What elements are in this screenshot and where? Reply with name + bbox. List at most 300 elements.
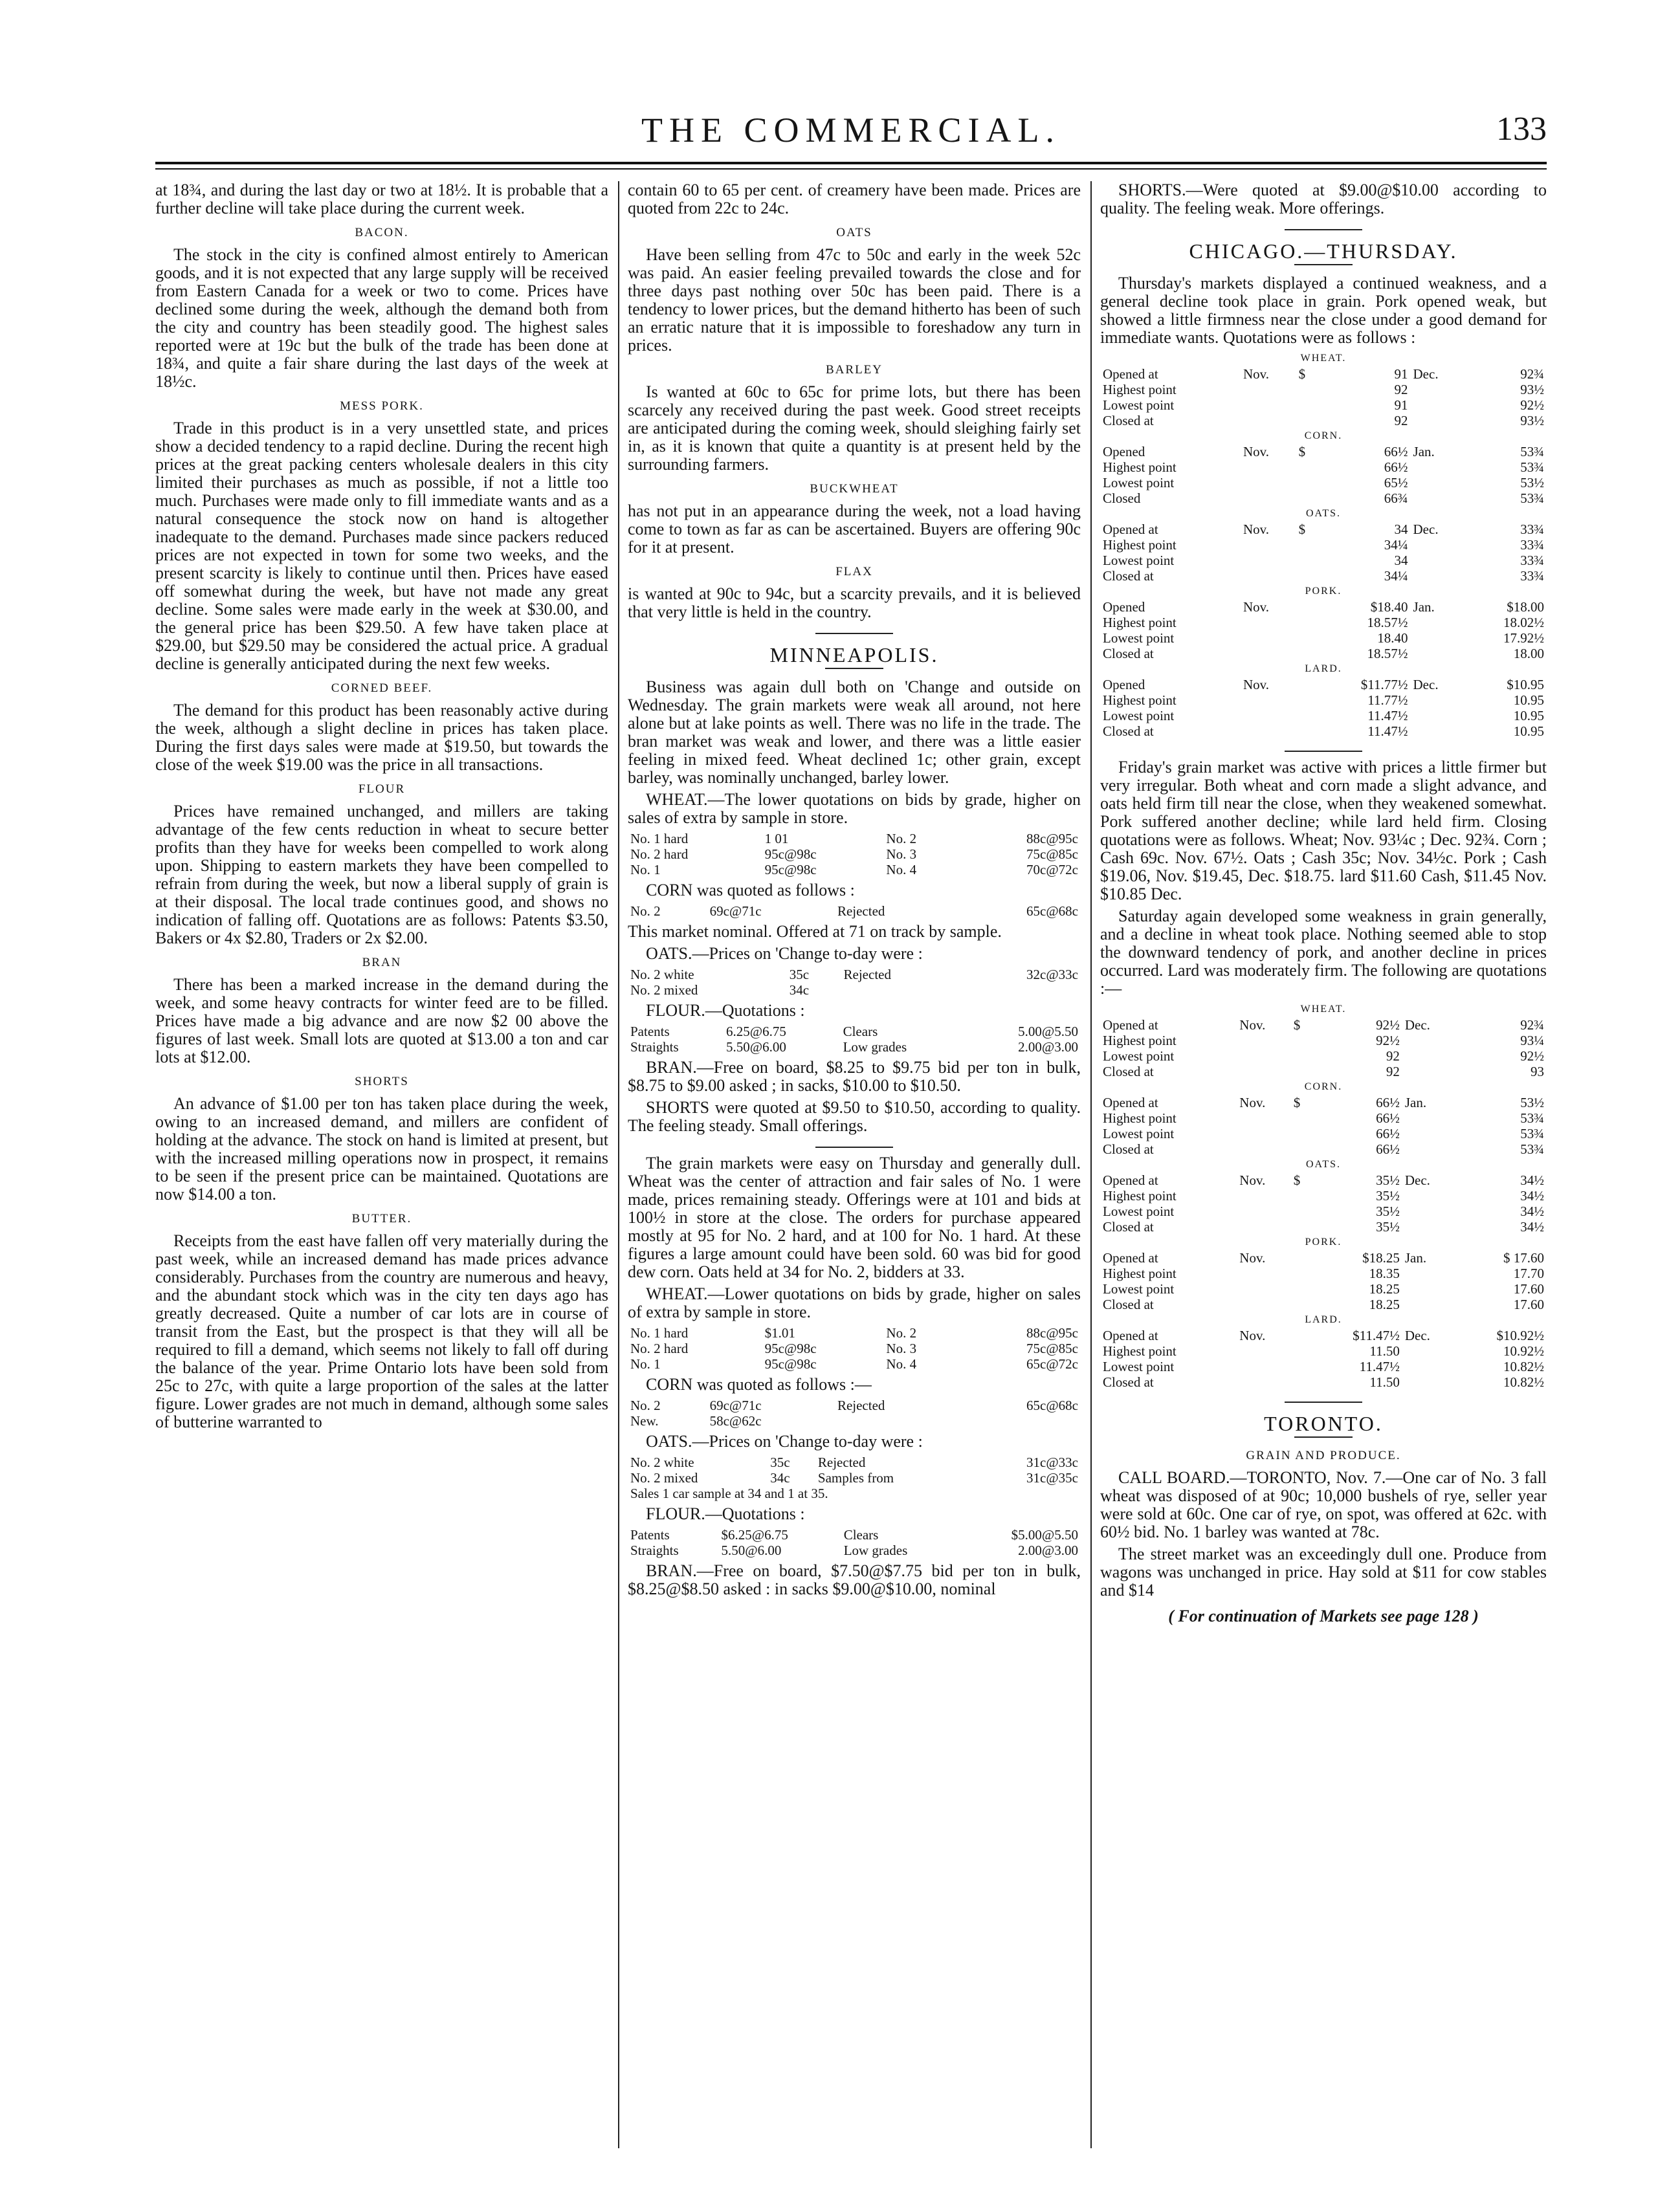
- table-cell: 88c@95c: [1026, 1325, 1078, 1341]
- section-heading-bran: BRAN: [362, 956, 402, 969]
- table-cell: 34: [1394, 553, 1408, 568]
- table-section-heading: WHEAT.: [1300, 1004, 1347, 1015]
- article-paragraph: The demand for this product has been reasonably active during the week, although a slight decline in prices has taken place. During the first days sales were made at $19.50, but towards the close of the week $19.00 was the price in all transactions.: [155, 701, 608, 774]
- table-cell: [1411, 630, 1465, 646]
- article-paragraph: The street market was an exceedingly dull one. Produce from wagons was unchanged in price. Hay sold at $11 for cow stables and $14: [1100, 1545, 1547, 1600]
- table-cell: [1296, 723, 1318, 739]
- section-divider: [1294, 1436, 1353, 1438]
- table-cell: [1402, 1064, 1455, 1079]
- article-paragraph: OATS.—Prices on 'Change to-day were :: [646, 944, 923, 963]
- table-cell: 66¾: [1384, 490, 1408, 506]
- table-cell: 34: [1394, 522, 1408, 537]
- table-cell: Lowest point: [1103, 475, 1175, 490]
- table-cell: Closed at: [1103, 1219, 1154, 1235]
- table-row: [1100, 413, 1547, 428]
- table-note: Sales 1 car sample at 34 and 1 at 35.: [630, 1486, 828, 1501]
- table-cell: [1241, 537, 1296, 553]
- table-cell: 11.47½: [1367, 708, 1408, 723]
- table-cell: [1241, 615, 1296, 630]
- table-cell: [1291, 1064, 1312, 1079]
- table-cell: [1296, 413, 1318, 428]
- table-cell: [1291, 1188, 1312, 1204]
- table-row: [628, 1543, 1081, 1558]
- table-cell: [1241, 568, 1296, 584]
- table-row: [628, 1341, 1081, 1356]
- table-cell: Highest point: [1103, 382, 1177, 397]
- table-row: [628, 1486, 1081, 1501]
- table-cell: Nov.: [1243, 366, 1270, 382]
- table-cell: Highest point: [1103, 1188, 1177, 1204]
- page-title: THE COMMERCIAL.: [641, 111, 1061, 149]
- table-cell: 10.82½: [1503, 1359, 1544, 1374]
- table-section-heading: LARD.: [1305, 1314, 1342, 1325]
- table-cell: [956, 982, 1081, 998]
- table-cell: [1296, 646, 1318, 661]
- table-cell: [1291, 1297, 1312, 1312]
- article-paragraph: Thursday's markets displayed a continued weakness, and a general decline took place in grain. Pork opened weak, but showed a little firmness near the close under a good demand for immediate wants. Quotations were as follows :: [1100, 274, 1547, 347]
- table-cell: [1291, 1359, 1312, 1374]
- table-cell: Closed at: [1103, 568, 1154, 584]
- city-heading-toronto: TORONTO.: [1264, 1412, 1383, 1435]
- table-row: [1100, 459, 1547, 475]
- table-cell: [1411, 553, 1465, 568]
- table-cell: Highest point: [1103, 459, 1177, 475]
- table-cell: Nov.: [1239, 1095, 1266, 1110]
- table-cell: 93: [1531, 1064, 1544, 1079]
- table-cell: 17.70: [1513, 1266, 1544, 1281]
- table-row: [1100, 1204, 1547, 1219]
- table-cell: [1291, 1343, 1312, 1359]
- table-row: [1100, 490, 1547, 506]
- table-cell: [1296, 397, 1318, 413]
- table-cell: Lowest point: [1103, 1359, 1175, 1374]
- table-cell: Opened: [1103, 444, 1145, 459]
- table-cell: [1291, 1141, 1312, 1157]
- table-cell: [1296, 599, 1318, 615]
- table-cell: Opened: [1103, 677, 1145, 692]
- table-cell: [1402, 1110, 1455, 1126]
- table-cell: 5.50@6.00: [726, 1039, 786, 1055]
- table-cell: [1291, 1048, 1312, 1064]
- market-quotations-table: [1100, 351, 1547, 739]
- table-section-row: [1100, 506, 1547, 522]
- table-section-row: [1100, 428, 1547, 444]
- table-row: [1100, 1048, 1547, 1064]
- article-paragraph: Receipts from the east have fallen off very materially during the past week, while an increased demand has made prices advance considerably. Purchases from the country are numerous and heavy, and the abundant stock which was in the city ten days ago has greatly decreased. Quite a number of car lots are in course of transit from the East, but the prospect is that they will all be required to fill a demand, which seems not likely to fall off during the balance of the year. Prime Ontario lots have been sold from 25c to 27c, with quite a large proportion of the sales at the latter figure. Lower grades are not much in demand, although some sales of butterine warranted to: [155, 1231, 608, 1431]
- table-row: [628, 1024, 1081, 1039]
- quote-table-flour: [628, 1527, 1081, 1558]
- table-cell: New.: [630, 1413, 659, 1429]
- table-cell: 66½: [1376, 1126, 1400, 1141]
- table-cell: Jan.: [1413, 599, 1435, 615]
- quote-table-corn: [628, 1398, 1081, 1429]
- table-row: [1100, 1064, 1547, 1079]
- table-cell: 53¾: [1520, 1110, 1544, 1126]
- table-cell: 66½: [1384, 459, 1408, 475]
- table-cell: [1411, 646, 1465, 661]
- table-section-heading: CORN.: [1304, 430, 1343, 441]
- article-paragraph: Prices have remained unchanged, and millers are taking advantage of the few cents reduction in wheat to secure better profits than they have for weeks been compelled to work along upon. Shipping to eastern markets they have been compelled to refrain from during the week, but now a liberal supply of grain is at their disposal. The local trade continues good, and shows no indication of falling off. Quotations are as follows: Patents $3.50, Bakers or 4x $2.80, Traders or 2x $2.00.: [155, 802, 608, 947]
- table-cell: 53¾: [1520, 490, 1544, 506]
- table-section-heading: CORN.: [1304, 1081, 1343, 1092]
- table-cell: $6.25@6.75: [721, 1527, 788, 1543]
- quote-rows: [628, 1024, 1081, 1055]
- table-cell: 35½: [1376, 1188, 1400, 1204]
- article-paragraph: The stock in the city is confined almost entirely to American goods, and it is not expected that any large supply will be received from Eastern Canada for a week or two to come. Prices have declined some during the week, although the demand both from the city and country has been steadily good. The highest sales reported were at 19c but the bulk of the trade has been done at 18¾, and quite a fair share during the last days of the week at 18½c.: [155, 245, 608, 391]
- table-cell: $: [1293, 1017, 1301, 1033]
- section-heading-oats: OATS: [836, 226, 872, 239]
- table-cell: 92½: [1520, 1048, 1544, 1064]
- section-heading-corned-beef: CORNED BEEF.: [331, 681, 433, 695]
- table-cell: No. 2 hard: [630, 846, 689, 862]
- table-cell: $: [1293, 1095, 1301, 1110]
- table-cell: No. 2: [886, 831, 917, 846]
- table-cell: 35c: [789, 967, 810, 982]
- table-cell: 93½: [1520, 413, 1544, 428]
- table-cell: [1296, 708, 1318, 723]
- section-heading-shorts: SHORTS: [355, 1075, 409, 1088]
- table-cell: [1291, 1374, 1312, 1390]
- table-row: [1100, 708, 1547, 723]
- column-3: [1100, 181, 1547, 2148]
- table-cell: Patents: [630, 1024, 670, 1039]
- table-cell: 70c@72c: [1026, 862, 1078, 877]
- table-cell: 18.25: [1369, 1281, 1400, 1297]
- table-cell: [1237, 1110, 1290, 1126]
- table-cell: [1402, 1126, 1455, 1141]
- article-paragraph: The grain markets were easy on Thursday and generally dull. Wheat was the center of attraction and fair sales of No. 1 were made, prices remaining steady. Offerings were at 101 and bids at 100½ in store at the close. The orders for purchase appeared mostly at 95 for No. 2 hard, and at 100 for No. 1 hard. At these figures a large amount could have been sold. 60 was bid for good dew corn. Oats held at 34 for No. 2, bidders at 33.: [628, 1154, 1081, 1281]
- table-row: [1100, 1110, 1547, 1126]
- table-cell: Highest point: [1103, 1266, 1177, 1281]
- table-cell: 53¾: [1520, 444, 1544, 459]
- table-cell: [1296, 568, 1318, 584]
- table-cell: No. 2 mixed: [630, 1470, 698, 1486]
- table-cell: No. 3: [886, 846, 917, 862]
- table-row: [628, 982, 1081, 998]
- section-heading-mess-pork: MESS PORK.: [340, 399, 424, 413]
- table-cell: No. 1 hard: [630, 831, 689, 846]
- table-cell: [1241, 459, 1296, 475]
- article-paragraph: WHEAT.—The lower quotations on bids by grade, higher on sales of extra by sample in store.: [628, 790, 1081, 827]
- table-cell: $: [1293, 1172, 1301, 1188]
- table-cell: [1296, 537, 1318, 553]
- table-row: [1100, 1219, 1547, 1235]
- table-cell: 33¾: [1520, 537, 1544, 553]
- table-row: [628, 1413, 1081, 1429]
- table-cell: 34½: [1520, 1204, 1544, 1219]
- quote-rows: [628, 1455, 1081, 1486]
- section-divider: [825, 668, 883, 669]
- table-cell: [835, 1413, 953, 1429]
- table-cell: 95c@98c: [764, 1341, 817, 1356]
- table-cell: [1411, 459, 1465, 475]
- table-row: [1100, 1033, 1547, 1048]
- table-cell: 31c@33c: [1026, 1455, 1078, 1470]
- table-cell: $10.92½: [1496, 1328, 1544, 1343]
- table-cell: 18.57½: [1367, 646, 1408, 661]
- table-cell: [1241, 692, 1296, 708]
- table-cell: 65c@68c: [1026, 1398, 1078, 1413]
- table-cell: [1291, 1204, 1312, 1219]
- quote-table-oats: [628, 1455, 1081, 1501]
- article-paragraph: BRAN.—Free on board, $7.50@$7.75 bid per ton in bulk, $8.25@$8.50 asked : in sacks $9.00@$10.00, nominal: [628, 1561, 1081, 1598]
- table-cell: Highest point: [1103, 1033, 1177, 1048]
- table-cell: No. 2 white: [630, 1455, 694, 1470]
- table-cell: 35c: [770, 1455, 790, 1470]
- table-cell: [953, 1413, 1081, 1429]
- quote-rows: [628, 967, 1081, 998]
- table-cell: No. 4: [886, 1356, 917, 1372]
- table-cell: Closed at: [1103, 1374, 1154, 1390]
- table-cell: 11.50: [1369, 1343, 1400, 1359]
- column-2: [628, 181, 1081, 2148]
- article-paragraph: CALL BOARD.—TORONTO, Nov. 7.—One car of No. 3 fall wheat was disposed of at 90c; 10,000 bushels of rye, seller year were sold at 60c. One car of rye, on spot, was offered at 62c. with 60½ bid. No. 1 barley was wanted at 78c.: [1100, 1468, 1547, 1541]
- table-row: [1100, 1188, 1547, 1204]
- table-cell: 75c@85c: [1026, 1341, 1078, 1356]
- table-cell: [1237, 1033, 1290, 1048]
- table-cell: No. 3: [886, 1341, 917, 1356]
- table-cell: [1241, 397, 1296, 413]
- table-row: [1100, 1359, 1547, 1374]
- table-cell: Nov.: [1243, 599, 1270, 615]
- table-cell: Patents: [630, 1527, 670, 1543]
- table-row: [1100, 1343, 1547, 1359]
- table-cell: [1402, 1266, 1455, 1281]
- table-cell: [1411, 708, 1465, 723]
- table-row: [1100, 1281, 1547, 1297]
- table-cell: No. 2 mixed: [630, 982, 698, 998]
- table-row: [1100, 1017, 1547, 1033]
- article-paragraph: There has been a marked increase in the demand during the week, and some heavy contracts for winter feed are to be filled. Prices have made a big advance and are now $2 00 above the figures of last week. Small lots are quoted at $13.00 a ton and car lots at $12.00.: [155, 975, 608, 1066]
- table-row: [628, 1470, 1081, 1486]
- table-cell: No. 1: [630, 862, 661, 877]
- section-heading-barley: BARLEY: [826, 363, 883, 377]
- table-cell: 69c@71c: [709, 1398, 762, 1413]
- table-section-heading: LARD.: [1305, 663, 1342, 674]
- table-cell: [1296, 382, 1318, 397]
- table-row: [628, 1039, 1081, 1055]
- table-cell: 93½: [1520, 382, 1544, 397]
- table-cell: Dec.: [1413, 522, 1439, 537]
- table-cell: 65½: [1384, 475, 1408, 490]
- table-cell: Lowest point: [1103, 630, 1175, 646]
- article-paragraph: SHORTS were quoted at $9.50 to $10.50, according to quality. The feeling steady. Small offerings.: [628, 1098, 1081, 1135]
- table-row: [1100, 615, 1547, 630]
- table-cell: No. 2 white: [630, 967, 694, 982]
- table-row: [1100, 568, 1547, 584]
- table-row: [1100, 646, 1547, 661]
- table-cell: Clears: [843, 1024, 878, 1039]
- table-cell: 32c@33c: [1026, 967, 1078, 982]
- table-cell: 2.00@3.00: [1018, 1039, 1078, 1055]
- table-cell: $11.47½: [1353, 1328, 1400, 1343]
- table-row: [1100, 1297, 1547, 1312]
- table-cell: [1291, 1033, 1312, 1048]
- table-cell: Straights: [630, 1039, 679, 1055]
- table-cell: 18.00: [1513, 646, 1544, 661]
- table-cell: [1411, 382, 1465, 397]
- table-cell: [1237, 1141, 1290, 1157]
- table-cell: [841, 982, 956, 998]
- article-paragraph: BRAN.—Free on board, $8.25 to $9.75 bid per ton in bulk, $8.75 to $9.00 asked ; in sacks, $10.00 to $10.50.: [628, 1058, 1081, 1095]
- article-paragraph: CORN was quoted as follows :: [646, 881, 855, 899]
- table-cell: Samples from: [817, 1470, 894, 1486]
- table-cell: [1237, 1359, 1290, 1374]
- table-cell: [1402, 1297, 1455, 1312]
- article-paragraph: This market nominal. Offered at 71 on track by sample.: [628, 922, 1002, 941]
- table-cell: [1402, 1359, 1455, 1374]
- table-row: [1100, 537, 1547, 553]
- table-cell: $18.00: [1507, 599, 1544, 615]
- article-paragraph: FLOUR.—Quotations :: [646, 1504, 805, 1523]
- table-cell: 53½: [1520, 1095, 1544, 1110]
- table-cell: [1241, 630, 1296, 646]
- table-cell: Opened at: [1103, 1095, 1158, 1110]
- section-heading-buckwheat: BUCKWHEAT: [810, 482, 899, 496]
- table-row: [1100, 1095, 1547, 1110]
- table-row: [628, 1356, 1081, 1372]
- table-row: [628, 831, 1081, 846]
- table-cell: [1241, 382, 1296, 397]
- table-cell: 33¾: [1520, 568, 1544, 584]
- table-cell: $: [1298, 444, 1306, 459]
- table-row: [1100, 692, 1547, 708]
- table-cell: 92½: [1520, 397, 1544, 413]
- table-cell: [1296, 459, 1318, 475]
- table-cell: Nov.: [1239, 1172, 1266, 1188]
- table-section-heading: PORK.: [1305, 586, 1342, 597]
- quote-table-wheat: [628, 1325, 1081, 1372]
- table-cell: [1296, 630, 1318, 646]
- table-cell: $: [1298, 366, 1306, 382]
- table-cell: 11.47½: [1367, 723, 1408, 739]
- table-cell: Closed at: [1103, 1064, 1154, 1079]
- table-cell: Closed at: [1103, 1297, 1154, 1312]
- table-cell: 88c@95c: [1026, 831, 1078, 846]
- table-cell: Highest point: [1103, 1343, 1177, 1359]
- table-cell: Opened at: [1103, 522, 1158, 537]
- table-cell: [1411, 615, 1465, 630]
- table-cell: Opened: [1103, 599, 1145, 615]
- table-cell: [1291, 1126, 1312, 1141]
- table-cell: 10.95: [1513, 723, 1544, 739]
- table-cell: 6.25@6.75: [726, 1024, 786, 1039]
- table-cell: Dec.: [1413, 366, 1439, 382]
- table-cell: Lowest point: [1103, 1204, 1175, 1219]
- table-cell: 18.57½: [1367, 615, 1408, 630]
- table-cell: [1241, 475, 1296, 490]
- quote-table-oats: [628, 967, 1081, 998]
- table-cell: Nov.: [1243, 444, 1270, 459]
- table-cell: Closed at: [1103, 413, 1154, 428]
- table-section-row: [1100, 1079, 1547, 1095]
- table-cell: Opened at: [1103, 1172, 1158, 1188]
- table-cell: 92: [1394, 413, 1408, 428]
- table-cell: [1296, 692, 1318, 708]
- table-row: [1100, 553, 1547, 568]
- table-cell: Highest point: [1103, 537, 1177, 553]
- table-cell: 53½: [1520, 475, 1544, 490]
- table-cell: Nov.: [1243, 522, 1270, 537]
- table-cell: Opened at: [1103, 1017, 1158, 1033]
- table-cell: [1237, 1281, 1290, 1297]
- article-paragraph: FLOUR.—Quotations :: [646, 1001, 805, 1020]
- table-cell: Low grades: [843, 1039, 907, 1055]
- table-cell: No. 4: [886, 862, 917, 877]
- table-cell: 34½: [1520, 1219, 1544, 1235]
- table-cell: [1241, 708, 1296, 723]
- table-cell: 91: [1394, 397, 1408, 413]
- market-quotations-table: [1100, 1002, 1547, 1390]
- article-paragraph: CORN was quoted as follows :—: [646, 1375, 872, 1394]
- table-cell: 92: [1394, 382, 1408, 397]
- table-cell: 34¼: [1384, 568, 1408, 584]
- table-cell: [1411, 537, 1465, 553]
- table-row: [1100, 366, 1547, 382]
- table-cell: Dec.: [1413, 677, 1439, 692]
- header-rule: [155, 162, 1547, 164]
- quote-rows: [628, 1527, 1081, 1558]
- table-cell: $18.40: [1370, 599, 1408, 615]
- table-cell: Opened at: [1103, 366, 1158, 382]
- section-heading-flour: FLOUR: [358, 782, 406, 796]
- table-cell: 33¾: [1520, 522, 1544, 537]
- table-row: [628, 1527, 1081, 1543]
- table-cell: 10.95: [1513, 708, 1544, 723]
- table-cell: 35½: [1376, 1204, 1400, 1219]
- table-row: [628, 1398, 1081, 1413]
- table-cell: Lowest point: [1103, 1126, 1175, 1141]
- table-cell: Jan.: [1404, 1095, 1427, 1110]
- table-cell: [1241, 723, 1296, 739]
- table-cell: Nov.: [1239, 1328, 1266, 1343]
- table-cell: 92¾: [1520, 366, 1544, 382]
- section-heading-flax: FLAX: [835, 565, 873, 578]
- table-cell: [1296, 475, 1318, 490]
- table-cell: [1237, 1064, 1290, 1079]
- section-divider: [1285, 751, 1362, 752]
- table-cell: 34c: [789, 982, 810, 998]
- table-cell: 11.77½: [1367, 692, 1408, 708]
- table-row: [1100, 475, 1547, 490]
- table-cell: [1237, 1126, 1290, 1141]
- table-cell: 18.40: [1377, 630, 1408, 646]
- table-section-heading: OATS.: [1305, 508, 1341, 519]
- table-row: [1100, 1126, 1547, 1141]
- table-cell: No. 2: [630, 903, 661, 919]
- table-cell: Rejected: [837, 1398, 885, 1413]
- table-cell: Closed at: [1103, 1141, 1154, 1157]
- table-cell: No. 1 hard: [630, 1325, 689, 1341]
- article-paragraph: WHEAT.—Lower quotations on bids by grade, higher on sales of extra by sample in store.: [628, 1284, 1081, 1321]
- table-row: [1100, 1374, 1547, 1390]
- table-section-row: [1100, 351, 1547, 366]
- table-cell: Jan.: [1413, 444, 1435, 459]
- table-row: [1100, 1266, 1547, 1281]
- table-cell: [1296, 615, 1318, 630]
- table-cell: No. 2 hard: [630, 1341, 689, 1356]
- section-divider: [1285, 1402, 1362, 1403]
- table-cell: [1411, 568, 1465, 584]
- table-cell: [1402, 1281, 1455, 1297]
- table-row: [1100, 599, 1547, 615]
- table-cell: 17.60: [1513, 1297, 1544, 1312]
- table-cell: 66½: [1376, 1095, 1400, 1110]
- table-cell: 34½: [1520, 1188, 1544, 1204]
- table-cell: Clears: [843, 1527, 879, 1543]
- table-cell: [1402, 1033, 1455, 1048]
- section-heading-grain-produce: GRAIN AND PRODUCE.: [1246, 1449, 1401, 1462]
